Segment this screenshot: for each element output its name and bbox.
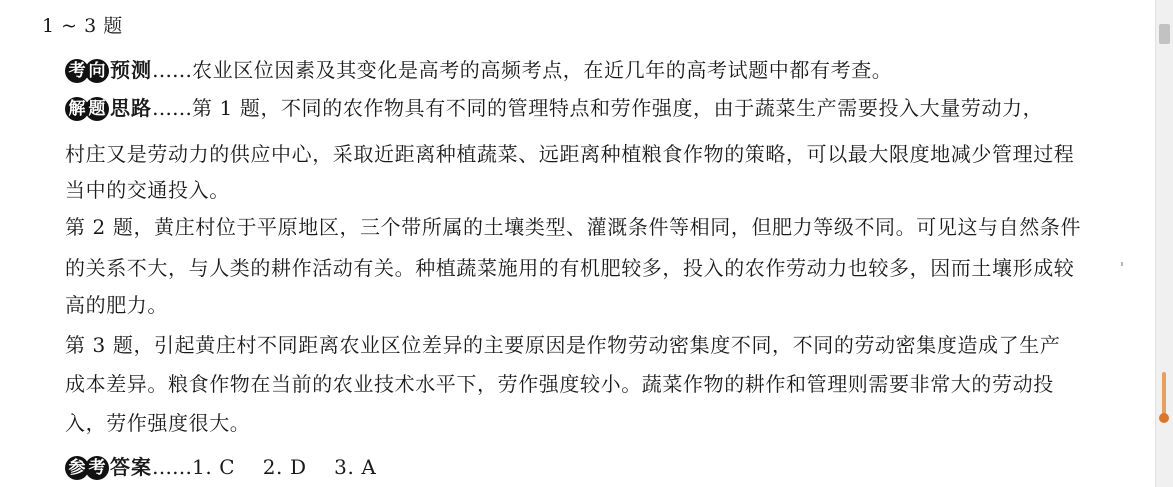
approach-title: 思路 (110, 96, 152, 120)
answer-title: 答案 (110, 455, 152, 479)
approach-line: 第 2 题，黄庄村位于平原地区，三个带所属的土壤类型、灌溉条件等相同，但肥力等级不同。可见这与自然条件 (65, 215, 1082, 239)
approach-line: 当中的交通投入。 (65, 178, 230, 202)
approach-line: 的关系不大，与人类的耕作活动有关。种植蔬菜施用的有机肥较多，投入的农作劳动力也较多，因而土壤形成较 (65, 256, 1075, 280)
answer-badge-char-1: 参 (65, 456, 89, 480)
approach-heading-line (65, 95, 1043, 123)
question-range: 1 ~ 3 题 (42, 15, 123, 37)
approach-dots: …… (152, 96, 192, 120)
scroll-position-marker (1162, 372, 1166, 416)
approach-line: 第 1 题，不同的农作物具有不同的管理特点和劳作强度，由于蔬菜生产需要投入大量劳动力， (192, 96, 1044, 120)
approach-line: 成本差异。粮食作物在当前的农业技术水平下，劳作强度较小。蔬菜作物的耕作和管理则需要非常大的劳动投 (65, 372, 1054, 396)
approach-line: 村庄又是劳动力的供应中心，采取近距离种植蔬菜、远距离种植粮食作物的策略，可以最大限度地减少管理过程 (65, 142, 1075, 166)
forecast-title: 预测 (110, 58, 152, 82)
scrollbar-thumb[interactable] (1159, 24, 1170, 44)
forecast-badge-char-2: 向 (85, 59, 109, 83)
answer-badge (65, 453, 109, 480)
forecast-badge-char-1: 考 (65, 59, 89, 83)
forecast-section (65, 57, 892, 85)
vertical-scrollbar[interactable] (1155, 0, 1173, 487)
approach-line: 高的肥力。 (65, 293, 168, 317)
scan-speck (1121, 262, 1123, 266)
approach-badge-char-1: 解 (65, 97, 89, 121)
approach-badge-char-2: 题 (85, 97, 109, 121)
approach-line: 入，劳作强度很大。 (65, 411, 251, 435)
answer-dots: …… (152, 455, 192, 479)
approach-badge (65, 94, 109, 121)
forecast-dots: …… (152, 58, 192, 82)
answer-badge-char-2: 考 (85, 456, 109, 480)
forecast-text: 农业区位因素及其变化是高考的高频考点，在近几年的高考试题中都有考查。 (192, 58, 893, 82)
approach-line: 第 3 题，引起黄庄村不同距离农业区位差异的主要原因是作物劳动密集度不同，不同的劳动密集度造成了生产 (65, 333, 1061, 357)
forecast-badge (65, 56, 109, 83)
answer-section (65, 454, 376, 482)
scroll-position-dot (1159, 413, 1169, 423)
answer-text: 1. C 2. D 3. A (192, 455, 377, 479)
